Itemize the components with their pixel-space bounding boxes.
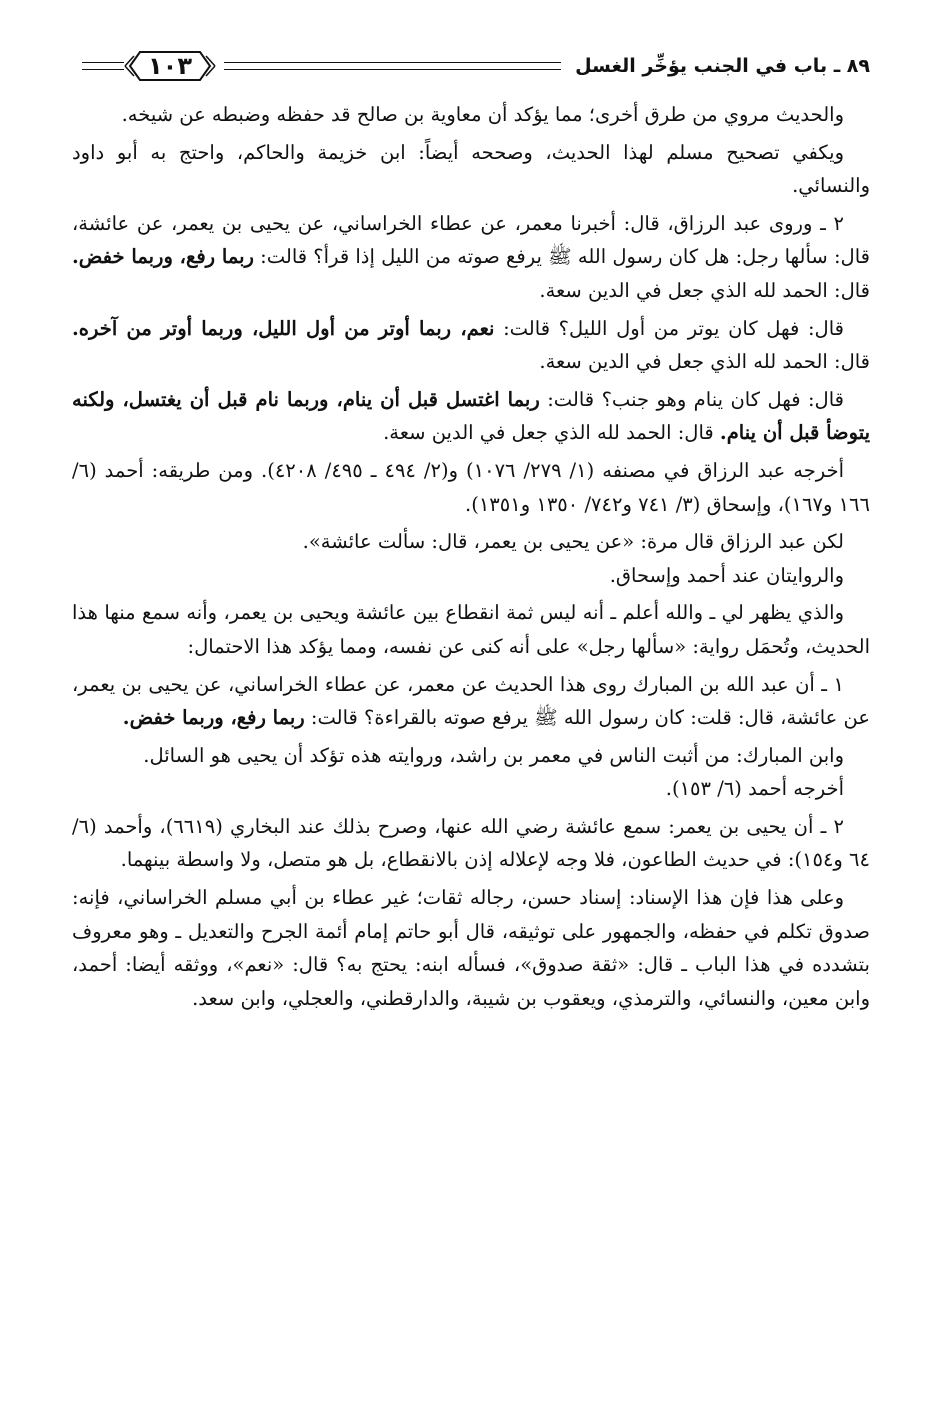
bold-quote: نعم، ربما أوتر من أول الليل، وربما أوتر من آخره. — [72, 316, 495, 340]
text-run: والذي يظهر لي ـ والله أعلم ـ أنه ليس ثمة انقطاع بين عائشة ويحيى بن يعمر، وأنه سمع منها هذا الحديث، وتُحمَل رواية: «سألها رجل» على أنه كنى عن نفسه، ومما يؤكد هذا الاحتمال: — [72, 601, 870, 658]
bold-quote: ربما رفع، وربما خفض. — [72, 245, 254, 269]
chapter-title: ٨٩ ـ باب في الجنب يؤخِّر الغسل — [575, 55, 870, 77]
bold-quote: ربما رفع، وربما خفض. — [122, 706, 305, 730]
paragraph — [72, 136, 870, 203]
text-run: ١ ـ أن عبد الله بن المبارك روى هذا الحديث عن معمر، عن عطاء الخراساني، عن يحيى بن يعمر، عن عائشة، قال: قلت: كان رسول الله ﷺ يرفع صوته بالقراءة؟ قالت: — [72, 672, 870, 730]
running-header — [72, 40, 870, 92]
paragraph — [72, 454, 870, 521]
text-run: قال: الحمد لله الذي جعل في الدين سعة. — [539, 278, 870, 302]
text-run: أخرجه أحمد (٦/ ١٥٣). — [665, 777, 844, 801]
text-run: قال: فهل كان ينام وهو جنب؟ قالت: — [539, 387, 844, 411]
paragraph — [72, 772, 870, 806]
header-rule-left — [82, 62, 124, 70]
text-run: والحديث مروي من طرق أخرى؛ مما يؤكد أن معاوية بن صالح قد حفظه وضبطه عن شيخه. — [121, 103, 844, 126]
paragraph — [72, 98, 870, 132]
text-run: لكن عبد الرزاق قال مرة: «عن يحيى بن يعمر، قال: سألت عائشة». — [302, 530, 844, 554]
paragraph — [72, 668, 870, 735]
header-ornament — [82, 46, 561, 86]
text-run: قال: فهل كان يوتر من أول الليل؟ قالت: — [494, 316, 844, 340]
header-rule-right — [224, 62, 561, 70]
paragraph — [72, 383, 870, 450]
paragraph — [72, 525, 870, 559]
paragraph — [72, 810, 870, 877]
text-run: ٢ ـ أن يحيى بن يعمر: سمع عائشة رضي الله عنها، وصرح بذلك عند البخاري (٦٦١٩)، وأحمد (٦/ ٦٤ و١٥٤): في حديث الطاعون، فلا وجه لإعلاله إذن بالانقطاع، بل هو متصل، ولا واسطة بينهما. — [72, 814, 870, 872]
text-run: وابن المبارك: من أثبت الناس في معمر بن راشد، وروايته هذه تؤكد أن يحيى هو السائل. — [143, 743, 844, 767]
text-run: قال: الحمد لله الذي جعل في الدين سعة. — [383, 421, 720, 445]
paragraph — [72, 596, 870, 663]
paragraph — [72, 881, 870, 1015]
text-run: والروايتان عند أحمد وإسحاق. — [609, 563, 844, 587]
text-run: أخرجه عبد الرزاق في مصنفه (١/ ٢٧٩/ ١٠٧٦) و(٢/ ٤٩٤ ـ ٤٩٥/ ٤٢٠٨). ومن طريقه: أحمد (٦/ ١٦٦ و١٦٧)، وإسحاق (٣/ ٧٤١ و٧٤٢/ ١٣٥٠ و١٣٥١). — [72, 458, 870, 516]
page-number: ١٠٣ — [148, 52, 192, 80]
paragraph — [72, 312, 870, 379]
paragraph — [72, 559, 870, 593]
text-run: قال: الحمد لله الذي جعل في الدين سعة. — [539, 350, 870, 374]
page-number-frame — [124, 46, 216, 86]
text-run: ويكفي تصحيح مسلم لهذا الحديث، وصححه أيضاً: ابن خزيمة والحاكم، واحتج به أبو داود والنسائي. — [72, 140, 870, 198]
bold-quote: ربما اغتسل قبل أن ينام، وربما نام قبل أن يغتسل، ولكنه يتوضأ قبل أن ينام. — [72, 387, 870, 445]
paragraph — [72, 207, 870, 308]
text-run: ٢ ـ وروى عبد الرزاق، قال: أخبرنا معمر، عن عطاء الخراساني، عن يحيى بن يعمر، عن عائشة، قال: سألها رجل: هل كان رسول الله ﷺ يرفع صوته من الليل إذا قرأ؟ قالت: — [72, 211, 870, 269]
paragraph — [72, 739, 870, 773]
book-page — [72, 40, 870, 1369]
body-text — [72, 98, 870, 1015]
text-run: وعلى هذا فإن هذا الإسناد: إسناد حسن، رجاله ثقات؛ غير عطاء بن أبي مسلم الخراساني، فإنه: صدوق تكلم في حفظه، والجمهور على توثيقه، قال أبو حاتم إمام أئمة الجرح والتعديل ـ وهو معروف بتشدده في هذا الباب ـ قال: «ثقة صدوق»، فسأله ابنه: يحتج به؟ قال: «نعم»، ووثقه أيضا: أحمد، وابن معين، والنسائي، والترمذي، ويعقوب بن شيبة، والدارقطني، والعجلي، وابن سعد. — [72, 886, 870, 1010]
